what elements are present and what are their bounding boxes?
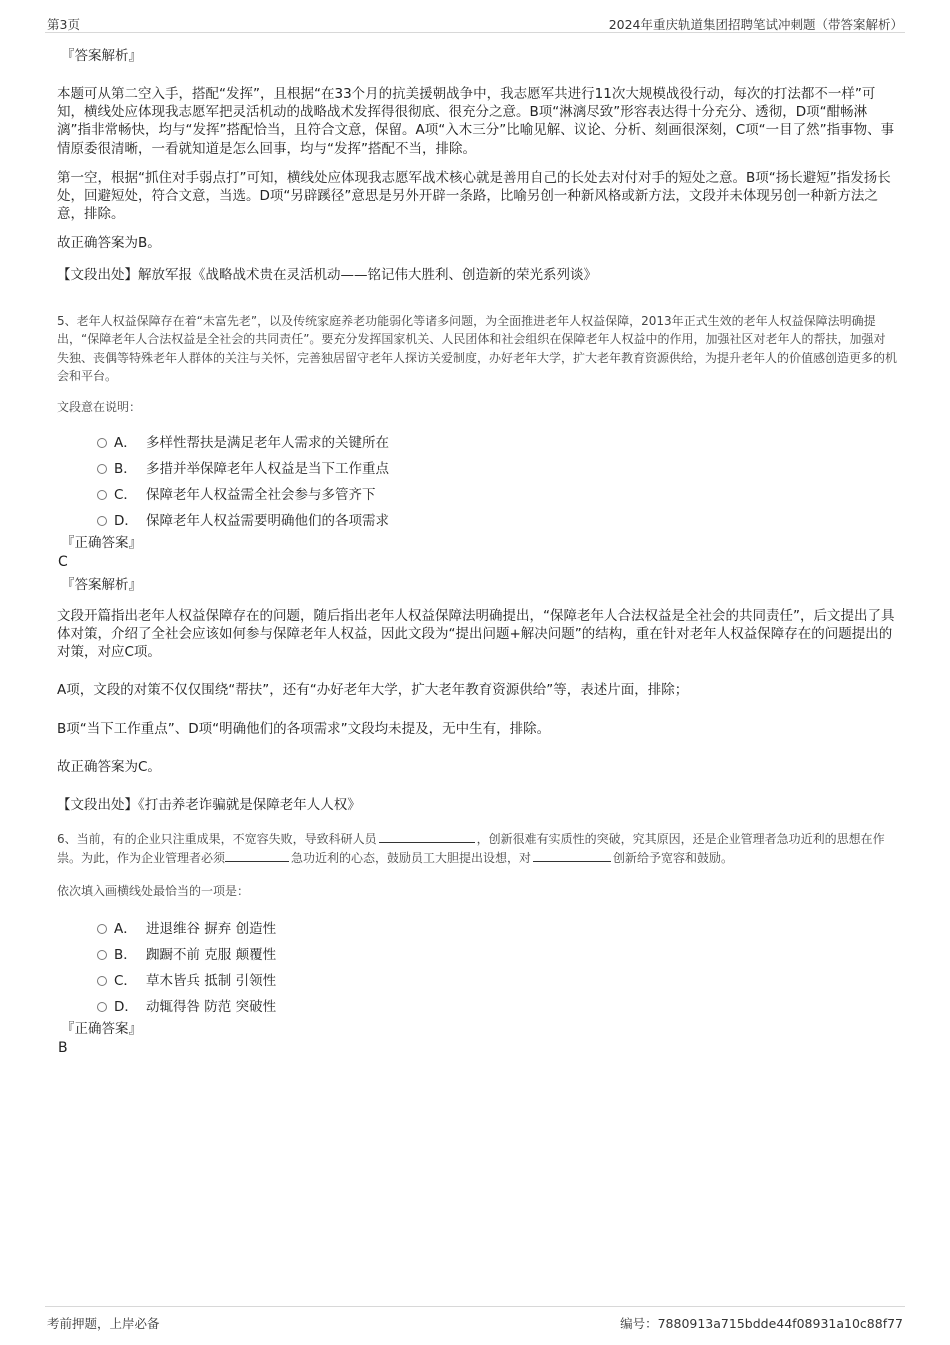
option-a[interactable]: A． 进退维谷 摒弃 创造性 — [57, 915, 897, 941]
radio-button-icon[interactable] — [97, 490, 107, 500]
radio-button-icon[interactable] — [97, 950, 107, 960]
question-text: 5、老年人权益保障存在着“未富先老”，以及传统家庭养老功能弱化等诸多问题，为全面推进老年人权益保障，2013年正式生效的老年人权益保障法明确提出，“保障老年人合法权益是全社会的共同责任”。要充分发挥国家机关、人民团体和社会组织在保障老年人权益中的作用，加强社区对老年人的帮扶，加强对失独、丧偶等特殊老年人群体的关注与关怀，完善独居留守老年人探访关爱制度，办好老年大学，扩大老年教育资源供给，为提升老年人的价值感创造更多的机会和平台。 — [57, 313, 898, 384]
passage-source: 【文段出处】《打击养老诈骗就是保障老年人人权》 — [57, 797, 361, 814]
correct-answer-label: 『正确答案』 — [61, 1021, 142, 1038]
option-list — [57, 429, 897, 533]
page-number: 第3页 — [47, 17, 80, 32]
radio-button-icon[interactable] — [97, 438, 107, 448]
fill-blank — [225, 849, 289, 862]
analysis-paragraph: A项，文段的对策不仅仅围绕“帮扶”，还有“办好老年大学，扩大老年教育资源供给”等，表述片面，排除； — [57, 682, 689, 699]
radio-button-icon[interactable] — [97, 1002, 107, 1012]
correct-answer: C — [58, 553, 68, 570]
analysis-paragraph: 本题可从第二空入手，搭配“发挥”，且根据“在33个月的抗美援朝战争中，我志愿军共进行11次大规模战役行动，每次的打法都不一样”可知，横线处应体现我志愿军把灵活机动的战略战术发挥得很彻底、很充分之意。B项“淋漓尽致”形容表达得十分充分、透彻，D项“酣畅淋漓”指非常畅快，均与“发挥”搭配恰当，且符合文意，保留。A项“入木三分”比喻见解、议论、分析、刻画很深刻，C项“一目了然”指事物、事情原委很清晰，一看就知道是怎么回事，均与“发挥”搭配不当，排除。 — [57, 86, 895, 157]
radio-button-icon[interactable] — [97, 516, 107, 526]
option-d[interactable]: D． 保障老年人权益需要明确他们的各项需求 — [57, 507, 897, 533]
option-c[interactable]: C． 保障老年人权益需全社会参与多管齐下 — [57, 481, 897, 507]
radio-button-icon[interactable] — [97, 924, 107, 934]
analysis-paragraph: 第一空，根据“抓住对手弱点打”可知，横线处应体现我志愿军战术核心就是善用自己的长处去对付对手的短处之意。B项“扬长避短”指发扬长处，回避短处，符合文意，当选。D项“另辟蹊径”意思是另外开辟一条路，比喻另创一种新风格或新方法，文段并未体现另创一种新方法之意，排除。 — [57, 169, 891, 223]
option-b[interactable]: B． 多措并举保障老年人权益是当下工作重点 — [57, 455, 897, 481]
option-c[interactable]: C． 草木皆兵 抵制 引领性 — [57, 967, 897, 993]
correct-answer: B — [58, 1040, 68, 1057]
option-list — [57, 915, 897, 1019]
document-title: 2024年重庆轨道集团招聘笔试冲刺题（带答案解析） — [608, 17, 903, 32]
analysis-conclusion: 故正确答案为C。 — [57, 758, 161, 775]
question-prompt: 文段意在说明： — [57, 399, 142, 414]
correct-answer-label: 『正确答案』 — [61, 534, 142, 551]
page-footer — [45, 1306, 905, 1337]
option-b[interactable]: B． 踟蹰不前 克服 颠覆性 — [57, 941, 897, 967]
analysis-paragraph: B项“当下工作重点”、D项“明确他们的各项需求”文段均未提及，无中生有，排除。 — [57, 720, 551, 737]
analysis-conclusion: 故正确答案为B。 — [57, 235, 161, 252]
radio-button-icon[interactable] — [97, 464, 107, 474]
analysis-paragraph: 文段开篇指出老年人权益保障存在的问题，随后指出老年人权益保障法明确提出，“保障老年人合法权益是全社会的共同责任”，后文提出了具体对策，介绍了全社会应该如何参与保障老年人权益，因此文段为“提出问题+解决问题”的结构，重在针对老年人权益保障存在的问题提出的对策，对应C项。 — [57, 607, 895, 661]
footer-slogan: 考前押题，上岸必备 — [47, 1316, 160, 1331]
option-a[interactable]: A． 多样性帮扶是满足老年人需求的关键所在 — [57, 429, 897, 455]
answer-analysis-label: 『答案解析』 — [61, 576, 142, 593]
fill-blank — [379, 830, 475, 843]
question-prompt: 依次填入画横线处最恰当的一项是： — [57, 884, 250, 899]
passage-source: 【文段出处】解放军报《战略战术贵在灵活机动——铭记伟大胜利、创造新的荣光系列谈》 — [57, 266, 597, 283]
fill-blank — [533, 849, 611, 862]
question-text: 6、当前，有的企业只注重成果，不宽容失败，导致科研人员 ，创新很难有实质性的突破，究其原因，还是企业管理者急功近利的思想在作祟。为此，作为企业管理者必须 急功近利的心态，鼓励员工大胆提出设想，对 创新给予宽容和鼓励。 — [57, 832, 885, 865]
document-code: 编号：7880913a715bdde44f08931a10c88f77 — [620, 1316, 903, 1331]
answer-analysis-label: 『答案解析』 — [61, 48, 142, 64]
option-d[interactable]: D． 动辄得咎 防范 突破性 — [57, 993, 897, 1019]
page-header — [45, 0, 905, 33]
page-content — [57, 46, 897, 1061]
radio-button-icon[interactable] — [97, 976, 107, 986]
